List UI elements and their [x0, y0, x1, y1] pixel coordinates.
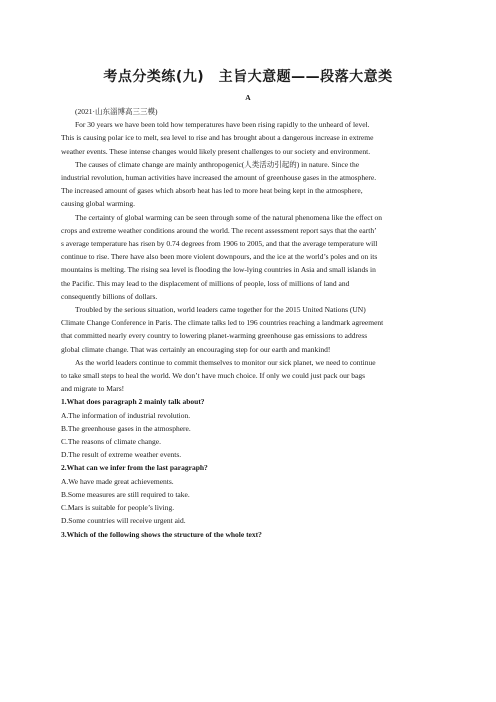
paragraph-line: s average temperature has risen by 0.74 degrees from 1906 to 2005, and that the average temperature will: [61, 239, 378, 249]
paragraph-line: The certainty of global warming can be seen through some of the natural phenomena like the effect on: [75, 212, 383, 222]
section-label: A: [245, 93, 251, 102]
answer-option: B.The greenhouse gases in the atmosphere.: [61, 423, 191, 433]
question-list: [61, 395, 436, 540]
paragraph: [61, 303, 436, 356]
question-stem: 1.What does paragraph 2 mainly talk about?: [61, 397, 205, 407]
paragraph-line: continue to rise. There have also been more violent downpours, and the ice at the world’s poles and on its: [61, 252, 378, 262]
paragraph: [61, 118, 436, 158]
answer-option: A.We have made great achievements.: [61, 476, 174, 486]
paragraph: [61, 211, 436, 303]
paragraph: [61, 356, 436, 396]
paragraph-line: mountains is melting. The rising sea level is flooding the low-lying countries in Asia and small islands in: [61, 265, 376, 275]
paragraph-line: weather events. These intense changes would likely present challenges to our society and environment.: [61, 146, 371, 156]
answer-option: C.Mars is suitable for people’s living.: [61, 503, 175, 513]
paragraph-line: causing global warming.: [61, 199, 135, 209]
paragraph-line: Climate Change Conference in Paris. The climate talks led to 196 countries reaching a landmark agreement: [61, 318, 384, 328]
paragraph-line: This is causing polar ice to melt, sea level to rise and has brought about a dangerous increase in extreme: [61, 133, 374, 143]
source-note: (2021·山东淄博高三三模): [75, 107, 158, 116]
paragraph-line: the Pacific. This may lead to the displacement of millions of people, loss of millions of land and: [61, 278, 350, 288]
question-stem: 2.What can we infer from the last paragraph?: [61, 463, 208, 473]
answer-option: A.The information of industrial revolution.: [61, 410, 191, 420]
passage: [61, 118, 436, 395]
question-stem: 3.Which of the following shows the structure of the whole text?: [61, 529, 262, 539]
paragraph-line: global climate change. That was certainly an encouraging step for our earth and mankind!: [61, 344, 331, 354]
answer-option: B.Some measures are still required to take.: [61, 489, 190, 499]
paragraph: [61, 158, 436, 211]
document-body: [61, 105, 436, 541]
answer-option: D.The result of extreme weather events.: [61, 450, 182, 460]
paragraph-line: that committed nearly every country to lowering planet-warming greenhouse gas emissions to address: [61, 331, 368, 341]
paragraph-line: Troubled by the serious situation, world leaders came together for the 2015 United Nations (UN): [75, 305, 366, 315]
paragraph-line: crops and extreme weather conditions around the world. The recent assessment report says that the earth’: [61, 225, 377, 235]
page-title: 考点分类练(九) 主旨大意题——段落大意类: [103, 69, 393, 85]
answer-option: C.The reasons of climate change.: [61, 437, 161, 447]
paragraph-line: to take small steps to heal the world. We don’t have much choice. If only we could just pack our bags: [61, 371, 366, 381]
paragraph-line: and migrate to Mars!: [61, 384, 125, 394]
paragraph-line: industrial revolution, human activities have increased the amount of greenhouse gases in the atmosphere.: [61, 173, 377, 183]
answer-option: D.Some countries will receive urgent aid.: [61, 516, 186, 526]
paragraph-line: As the world leaders continue to commit themselves to monitor our sick planet, we need to continue: [75, 357, 376, 367]
paragraph-line: The causes of climate change are mainly anthropogenic(人类活动引起的) in nature. Since the: [75, 159, 360, 169]
paragraph-line: The increased amount of gases which absorb heat has led to more heat being kept in the atmosphere,: [61, 186, 363, 196]
paragraph-line: consequently billions of dollars.: [61, 291, 158, 301]
paragraph-line: For 30 years we have been told how temperatures have been rising rapidly to the unheard of level.: [75, 120, 370, 130]
